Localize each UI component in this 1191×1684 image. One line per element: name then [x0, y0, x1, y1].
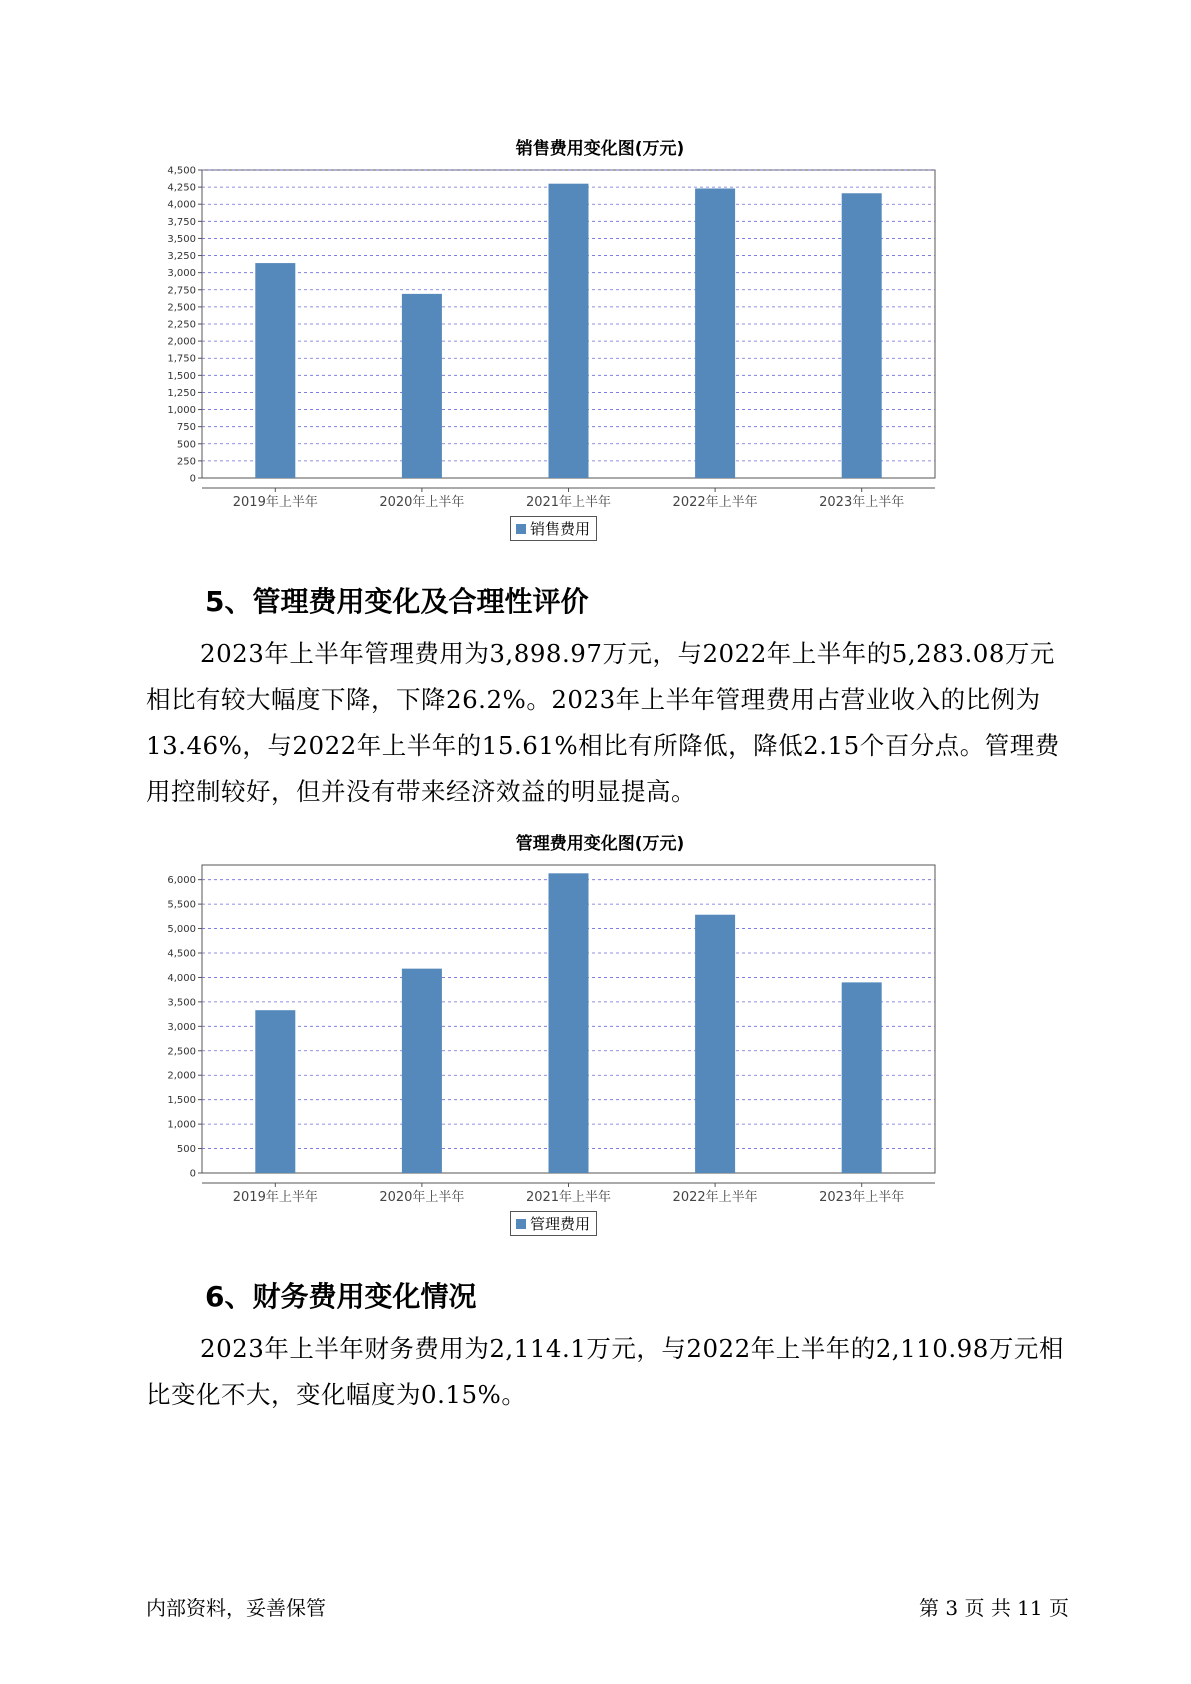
- legend-label: 管理费用: [530, 1215, 591, 1233]
- y-tick-label: 0: [189, 473, 196, 485]
- y-tick-label: 250: [176, 456, 196, 468]
- y-tick-label: 3,500: [167, 233, 196, 245]
- section-paragraph: 2023年上半年财务费用为2,114.1万元，与2022年上半年的2,110.98万元相比变化不大，变化幅度为0.15%。: [146, 1334, 1064, 1409]
- y-tick-label: 5,500: [167, 899, 196, 911]
- chart-legend: [510, 1211, 597, 1236]
- bar: [842, 193, 882, 478]
- x-tick-label: 2023年上半年: [819, 495, 905, 510]
- x-tick-label: 2019年上半年: [232, 495, 318, 510]
- x-tick-label: 2020年上半年: [379, 495, 465, 510]
- x-tick-label: 2022年上半年: [672, 495, 758, 510]
- sales-expense-chart: [160, 130, 1040, 550]
- chart-title: 销售费用变化图(万元): [515, 139, 685, 159]
- y-tick-label: 3,750: [167, 216, 196, 228]
- section-heading: 6、财务费用变化情况: [205, 1280, 477, 1313]
- y-tick-label: 1,250: [167, 387, 196, 399]
- y-tick-label: 6,000: [167, 875, 196, 887]
- y-tick-label: 2,500: [167, 1046, 196, 1058]
- x-tick-label: 2020年上半年: [379, 1190, 465, 1205]
- y-tick-label: 500: [176, 439, 196, 451]
- page-number: 第 3 页 共 11 页: [919, 1596, 1069, 1620]
- bar: [842, 982, 882, 1173]
- y-tick-label: 1,000: [167, 1119, 196, 1131]
- chart-legend: [510, 516, 597, 541]
- legend-swatch: [516, 1219, 526, 1229]
- y-tick-label: 4,500: [167, 948, 196, 960]
- y-tick-label: 4,000: [167, 972, 196, 984]
- footer-note: 内部资料，妥善保管: [146, 1596, 326, 1620]
- y-tick-label: 1,000: [167, 405, 196, 417]
- bar: [695, 188, 735, 478]
- chart-plot: [160, 160, 1040, 520]
- y-tick-label: 4,500: [167, 165, 196, 177]
- y-tick-label: 5,000: [167, 924, 196, 936]
- y-tick-label: 3,250: [167, 251, 196, 263]
- y-tick-label: 2,250: [167, 319, 196, 331]
- x-tick-label: 2021年上半年: [525, 495, 612, 510]
- x-tick-label: 2021年上半年: [525, 1190, 612, 1205]
- y-tick-label: 1,500: [167, 370, 196, 382]
- legend-label: 销售费用: [530, 520, 591, 538]
- bar: [549, 184, 589, 478]
- y-tick-label: 4,250: [167, 182, 196, 194]
- section-paragraph: 2023年上半年管理费用为3,898.97万元，与2022年上半年的5,283.08万元相比有较大幅度下降，下降26.2%。2023年上半年管理费用占营业收入的比例为13.46%，与2022年上半年的15.61%相比有所降低，降低2.15个百分点。管理费用控制较好，但并没有带来经济效益的明显提高。: [146, 639, 1060, 806]
- x-tick-label: 2023年上半年: [819, 1190, 905, 1205]
- chart-plot: [160, 855, 1040, 1215]
- y-tick-label: 1,500: [167, 1095, 196, 1107]
- y-tick-label: 3,000: [167, 1021, 196, 1033]
- bar: [402, 969, 442, 1173]
- y-tick-label: 4,000: [167, 199, 196, 211]
- bar: [549, 873, 589, 1173]
- y-tick-label: 2,000: [167, 1070, 196, 1082]
- section-heading: 5、管理费用变化及合理性评价: [205, 585, 589, 618]
- y-tick-label: 3,500: [167, 997, 196, 1009]
- bar: [695, 915, 735, 1173]
- chart-title: 管理费用变化图(万元): [515, 834, 685, 854]
- y-tick-label: 2,000: [167, 336, 196, 348]
- y-tick-label: 2,750: [167, 285, 196, 297]
- y-tick-label: 750: [176, 422, 196, 434]
- x-tick-label: 2022年上半年: [672, 1190, 758, 1205]
- y-tick-label: 500: [176, 1144, 196, 1156]
- bar: [255, 263, 295, 478]
- y-tick-label: 2,500: [167, 302, 196, 314]
- y-tick-label: 0: [189, 1168, 196, 1180]
- legend-swatch: [516, 524, 526, 534]
- admin-expense-chart: [160, 825, 1040, 1245]
- y-tick-label: 3,000: [167, 268, 196, 280]
- y-tick-label: 1,750: [167, 353, 196, 365]
- bar: [255, 1010, 295, 1173]
- bar: [402, 294, 442, 478]
- x-tick-label: 2019年上半年: [232, 1190, 318, 1205]
